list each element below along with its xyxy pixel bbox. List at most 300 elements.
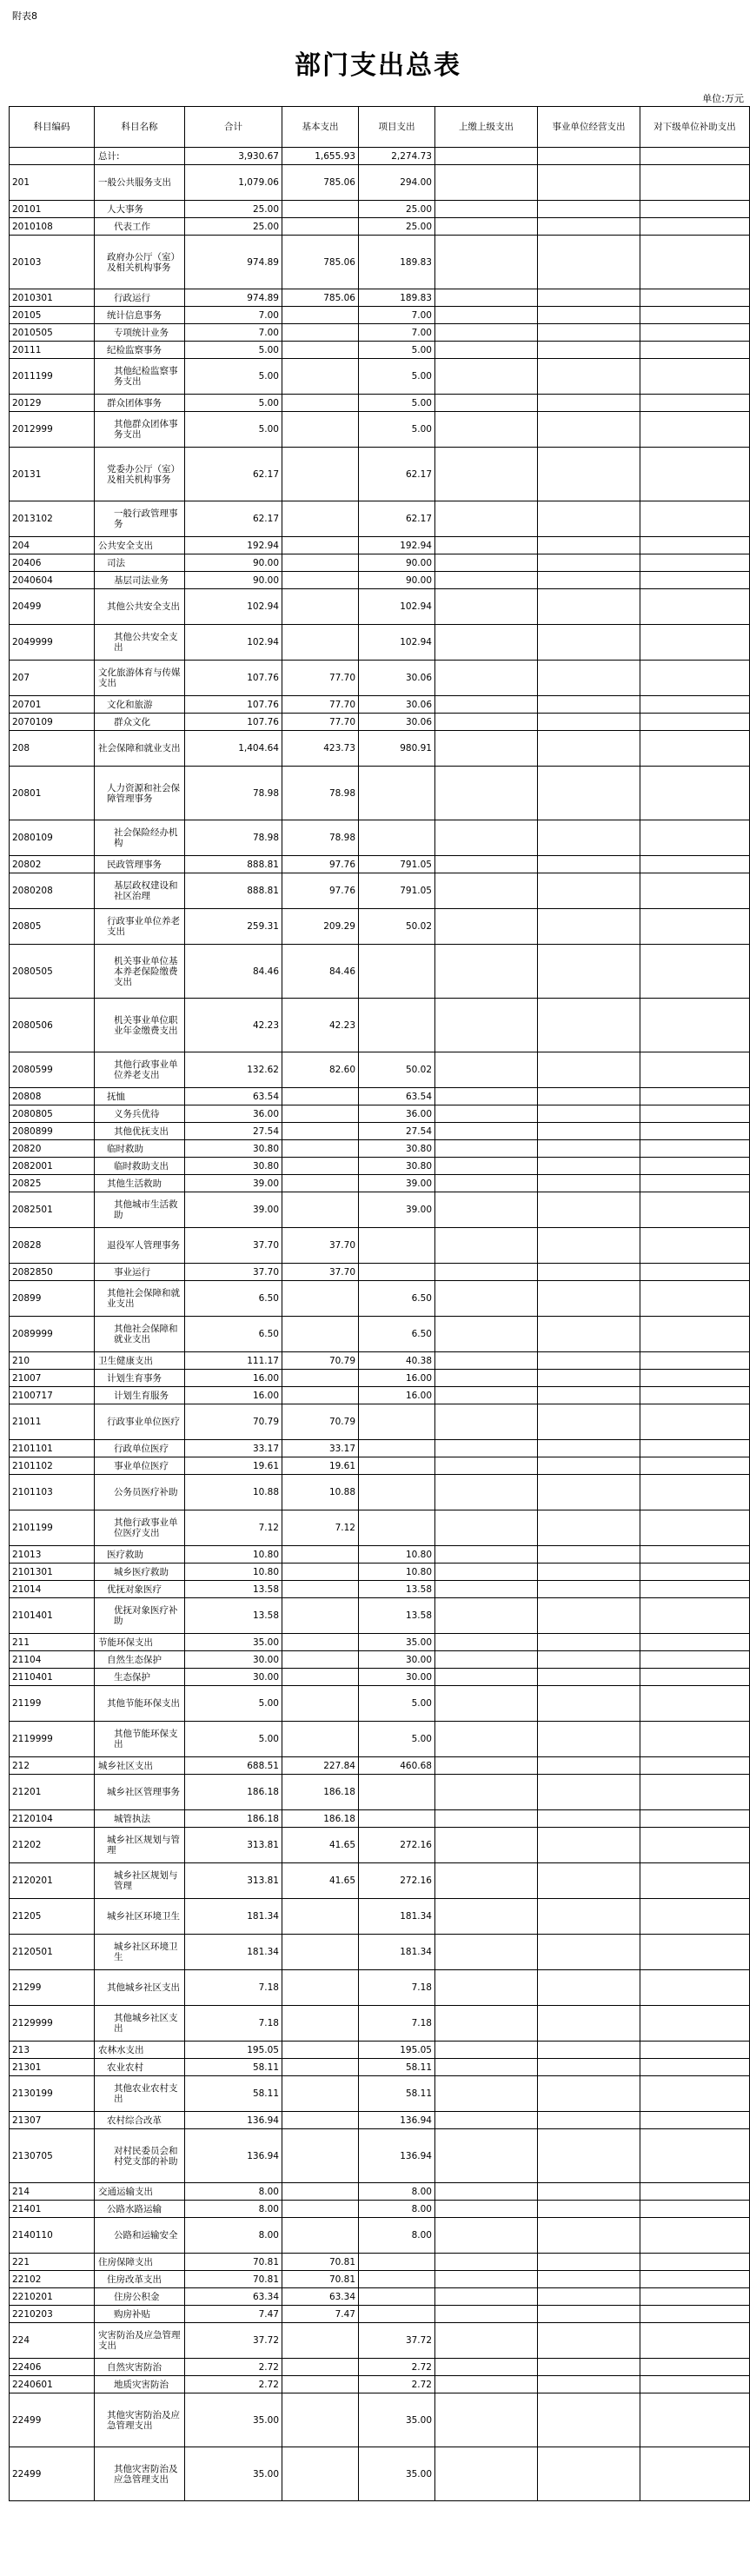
row-code: 20805: [10, 909, 95, 945]
row-business: [538, 2306, 640, 2323]
table-row: [10, 448, 750, 501]
row-basic: [282, 1370, 359, 1387]
row-name: 其他纪检监察事务支出: [95, 359, 185, 395]
row-upper: [435, 448, 538, 501]
row-subsidy: [640, 1810, 750, 1828]
row-name: 其他节能环保支出: [95, 1686, 185, 1722]
row-code: 2070109: [10, 714, 95, 731]
row-subsidy: [640, 1581, 750, 1598]
row-total: 37.72: [185, 2323, 282, 2359]
row-code: 2101301: [10, 1564, 95, 1581]
row-basic: 37.70: [282, 1228, 359, 1264]
row-basic: [282, 1123, 359, 1140]
row-total: 7.18: [185, 2006, 282, 2042]
row-subsidy: [640, 501, 750, 537]
row-code: 2012999: [10, 412, 95, 448]
table-row: [10, 2218, 750, 2254]
row-name: 自然灾害防治: [95, 2359, 185, 2376]
row-subsidy: [640, 1686, 750, 1722]
row-code: 21013: [10, 1546, 95, 1564]
row-total: 186.18: [185, 1775, 282, 1810]
row-code: 201: [10, 165, 95, 201]
row-subsidy: [640, 2447, 750, 2501]
row-subsidy: [640, 714, 750, 731]
table-row: [10, 1175, 750, 1192]
row-basic: 41.65: [282, 1863, 359, 1899]
row-subsidy: [640, 307, 750, 324]
row-name: 其他灾害防治及应急管理支出: [95, 2393, 185, 2447]
row-upper: [435, 2359, 538, 2376]
row-basic: 209.29: [282, 909, 359, 945]
row-name: 其他公共安全支出: [95, 625, 185, 661]
row-subsidy: [640, 448, 750, 501]
row-business: [538, 1510, 640, 1546]
row-basic: 10.88: [282, 1475, 359, 1510]
row-total: 8.00: [185, 2201, 282, 2218]
row-business: [538, 537, 640, 554]
table-row: [10, 1775, 750, 1810]
row-basic: 41.65: [282, 1828, 359, 1863]
row-subsidy: [640, 1158, 750, 1175]
table-row: [10, 537, 750, 554]
row-code: 2101103: [10, 1475, 95, 1510]
row-subsidy: [640, 1935, 750, 1970]
row-basic: [282, 1175, 359, 1192]
attachment-label: 附表8: [12, 10, 37, 22]
row-name: 城乡社区规划与管理: [95, 1863, 185, 1899]
row-subsidy: [640, 1546, 750, 1564]
row-code: 21199: [10, 1686, 95, 1722]
row-code: 22102: [10, 2271, 95, 2288]
row-name: 优抚对象医疗: [95, 1581, 185, 1598]
row-project: 35.00: [359, 2393, 435, 2447]
row-basic: [282, 2393, 359, 2447]
row-business: [538, 448, 640, 501]
row-project: 13.58: [359, 1581, 435, 1598]
row-subsidy: [640, 236, 750, 289]
row-project: 10.80: [359, 1564, 435, 1581]
row-project: 39.00: [359, 1192, 435, 1228]
row-subsidy: [640, 412, 750, 448]
row-project: [359, 1404, 435, 1440]
row-business: [538, 873, 640, 909]
row-business: [538, 999, 640, 1052]
row-name: 人大事务: [95, 201, 185, 218]
row-code: 204: [10, 537, 95, 554]
row-upper: [435, 1281, 538, 1317]
row-business: [538, 501, 640, 537]
row-project: 272.16: [359, 1828, 435, 1863]
table-row: [10, 201, 750, 218]
row-upper: [435, 714, 538, 731]
row-code: 2082501: [10, 1192, 95, 1228]
table-row: [10, 236, 750, 289]
row-upper: [435, 1899, 538, 1935]
row-total: 974.89: [185, 236, 282, 289]
table-row: [10, 165, 750, 201]
row-subsidy: [640, 537, 750, 554]
row-basic: 70.79: [282, 1352, 359, 1370]
table-row: [10, 873, 750, 909]
row-upper: [435, 1317, 538, 1352]
row-total: 6.50: [185, 1317, 282, 1352]
row-total: 42.23: [185, 999, 282, 1052]
row-project: 50.02: [359, 909, 435, 945]
row-total: 888.81: [185, 873, 282, 909]
row-business: [538, 1140, 640, 1158]
row-basic: 70.81: [282, 2254, 359, 2271]
row-name: 城乡社区规划与管理: [95, 1828, 185, 1863]
row-business: [538, 1775, 640, 1810]
row-basic: [282, 448, 359, 501]
row-total: 107.76: [185, 661, 282, 696]
table-row: [10, 731, 750, 767]
table-row: [10, 148, 750, 165]
row-subsidy: [640, 1052, 750, 1088]
row-name: 其他社会保障和就业支出: [95, 1317, 185, 1352]
row-code: 2120501: [10, 1935, 95, 1970]
row-total: 974.89: [185, 289, 282, 307]
row-code: 210: [10, 1352, 95, 1370]
row-subsidy: [640, 1722, 750, 1757]
row-upper: [435, 1581, 538, 1598]
row-business: [538, 1651, 640, 1669]
row-name: 住房公积金: [95, 2288, 185, 2306]
row-name: 公共安全支出: [95, 537, 185, 554]
row-name: 人力资源和社会保障管理事务: [95, 767, 185, 820]
row-project: [359, 1475, 435, 1510]
row-name: 生态保护: [95, 1669, 185, 1686]
row-business: [538, 820, 640, 856]
row-code: 21007: [10, 1370, 95, 1387]
row-upper: [435, 2059, 538, 2076]
table-row: [10, 2376, 750, 2393]
row-name: 群众团体事务: [95, 395, 185, 412]
row-basic: 77.70: [282, 714, 359, 731]
row-name: 基层政权建设和社区治理: [95, 873, 185, 909]
row-basic: [282, 359, 359, 395]
row-subsidy: [640, 2288, 750, 2306]
row-upper: [435, 1105, 538, 1123]
row-project: [359, 1810, 435, 1828]
row-name: 优抚对象医疗补助: [95, 1598, 185, 1634]
row-upper: [435, 1970, 538, 2006]
row-total: 195.05: [185, 2042, 282, 2059]
row-name: 交通运输支出: [95, 2183, 185, 2201]
row-name: 城乡社区支出: [95, 1757, 185, 1775]
row-code: 20701: [10, 696, 95, 714]
row-upper: [435, 1052, 538, 1088]
table-row: [10, 2059, 750, 2076]
row-name: 对村民委员会和村党支部的补助: [95, 2129, 185, 2183]
table-row: [10, 1370, 750, 1387]
row-code: 2040604: [10, 572, 95, 589]
row-upper: [435, 236, 538, 289]
row-subsidy: [640, 2129, 750, 2183]
row-name: 行政单位医疗: [95, 1440, 185, 1457]
table-row: [10, 1863, 750, 1899]
row-upper: [435, 342, 538, 359]
row-subsidy: [640, 1669, 750, 1686]
table-row: [10, 572, 750, 589]
row-name: 专项统计业务: [95, 324, 185, 342]
row-business: [538, 1475, 640, 1510]
row-total: 70.81: [185, 2271, 282, 2288]
row-upper: [435, 1863, 538, 1899]
table-row: [10, 1264, 750, 1281]
row-code: 21301: [10, 2059, 95, 2076]
row-business: [538, 1899, 640, 1935]
row-code: 21014: [10, 1581, 95, 1598]
row-code: 21205: [10, 1899, 95, 1935]
header-code: 科目编码: [10, 107, 95, 148]
row-business: [538, 554, 640, 572]
row-project: 8.00: [359, 2218, 435, 2254]
table-row: [10, 307, 750, 324]
row-subsidy: [640, 696, 750, 714]
row-basic: [282, 572, 359, 589]
row-subsidy: [640, 589, 750, 625]
row-basic: 70.81: [282, 2271, 359, 2288]
row-business: [538, 625, 640, 661]
row-upper: [435, 1546, 538, 1564]
table-row: [10, 714, 750, 731]
table-row: [10, 661, 750, 696]
row-subsidy: [640, 2076, 750, 2112]
row-total: 16.00: [185, 1387, 282, 1404]
table-row: [10, 1052, 750, 1088]
row-basic: 227.84: [282, 1757, 359, 1775]
table-row: [10, 1651, 750, 1669]
row-name: 义务兵优待: [95, 1105, 185, 1123]
row-upper: [435, 2076, 538, 2112]
row-business: [538, 2129, 640, 2183]
row-business: [538, 767, 640, 820]
row-project: 189.83: [359, 289, 435, 307]
row-project: 36.00: [359, 1105, 435, 1123]
page-title: 部门支出总表: [295, 50, 461, 81]
row-business: [538, 2447, 640, 2501]
row-code: 20129: [10, 395, 95, 412]
row-upper: [435, 1510, 538, 1546]
row-code: 2101401: [10, 1598, 95, 1634]
table-row: [10, 1757, 750, 1775]
table-row: [10, 696, 750, 714]
row-name: 公路水路运输: [95, 2201, 185, 2218]
row-name: 文化旅游体育与传媒支出: [95, 661, 185, 696]
row-business: [538, 218, 640, 236]
row-name: 行政事业单位养老支出: [95, 909, 185, 945]
table-row: [10, 1192, 750, 1228]
row-upper: [435, 2006, 538, 2042]
row-code: 213: [10, 2042, 95, 2059]
row-total: 35.00: [185, 2447, 282, 2501]
row-total: 5.00: [185, 1686, 282, 1722]
row-project: 30.80: [359, 1158, 435, 1175]
row-subsidy: [640, 2183, 750, 2201]
row-code: 2080208: [10, 873, 95, 909]
row-business: [538, 2376, 640, 2393]
row-total: 5.00: [185, 1722, 282, 1757]
row-business: [538, 359, 640, 395]
row-business: [538, 2254, 640, 2271]
row-subsidy: [640, 661, 750, 696]
row-project: 8.00: [359, 2201, 435, 2218]
row-name: 其他灾害防治及应急管理支出: [95, 2447, 185, 2501]
row-total: 7.47: [185, 2306, 282, 2323]
row-total: 181.34: [185, 1935, 282, 1970]
row-project: 136.94: [359, 2129, 435, 2183]
table-row: [10, 2447, 750, 2501]
row-total: 313.81: [185, 1828, 282, 1863]
row-code: 2130199: [10, 2076, 95, 2112]
row-business: [538, 2288, 640, 2306]
row-subsidy: [640, 625, 750, 661]
row-upper: [435, 1228, 538, 1264]
table-row: [10, 1404, 750, 1440]
row-subsidy: [640, 1775, 750, 1810]
table-row: [10, 1686, 750, 1722]
row-name: 事业单位医疗: [95, 1457, 185, 1475]
row-subsidy: [640, 1264, 750, 1281]
header-subsidy: 对下级单位补助支出: [640, 107, 750, 148]
row-name: 一般公共服务支出: [95, 165, 185, 201]
row-subsidy: [640, 1598, 750, 1634]
table-row: [10, 395, 750, 412]
row-business: [538, 856, 640, 873]
table-row: [10, 1158, 750, 1175]
row-code: 221: [10, 2254, 95, 2271]
row-name: 农村综合改革: [95, 2112, 185, 2129]
table-row: [10, 501, 750, 537]
row-business: [538, 148, 640, 165]
row-project: 5.00: [359, 395, 435, 412]
row-upper: [435, 820, 538, 856]
row-subsidy: [640, 1899, 750, 1935]
row-basic: 78.98: [282, 820, 359, 856]
row-code: 21202: [10, 1828, 95, 1863]
row-business: [538, 1828, 640, 1863]
row-name: 临时救助支出: [95, 1158, 185, 1175]
row-code: 2110401: [10, 1669, 95, 1686]
row-total: 7.12: [185, 1510, 282, 1546]
row-name: 公路和运输安全: [95, 2218, 185, 2254]
row-upper: [435, 1158, 538, 1175]
row-business: [538, 1370, 640, 1387]
row-upper: [435, 554, 538, 572]
row-basic: [282, 625, 359, 661]
row-upper: [435, 2376, 538, 2393]
row-upper: [435, 2112, 538, 2129]
row-basic: [282, 1546, 359, 1564]
row-subsidy: [640, 2359, 750, 2376]
row-project: [359, 2254, 435, 2271]
row-total: 78.98: [185, 767, 282, 820]
row-subsidy: [640, 148, 750, 165]
row-name: 医疗救助: [95, 1546, 185, 1564]
row-upper: [435, 856, 538, 873]
row-project: [359, 2271, 435, 2288]
row-code: 20801: [10, 767, 95, 820]
table-row: [10, 1281, 750, 1317]
row-business: [538, 1192, 640, 1228]
row-code: 20499: [10, 589, 95, 625]
row-project: 39.00: [359, 1175, 435, 1192]
row-code: 208: [10, 731, 95, 767]
row-code: 2120104: [10, 1810, 95, 1828]
row-project: 50.02: [359, 1052, 435, 1088]
row-basic: 97.76: [282, 873, 359, 909]
row-basic: [282, 2447, 359, 2501]
row-name: 代表工作: [95, 218, 185, 236]
row-subsidy: [640, 2201, 750, 2218]
row-basic: [282, 1686, 359, 1722]
row-project: [359, 999, 435, 1052]
table-row: [10, 1546, 750, 1564]
table-row: [10, 1440, 750, 1457]
row-total: 111.17: [185, 1352, 282, 1370]
row-name: 城乡社区环境卫生: [95, 1935, 185, 1970]
row-name: 其他节能环保支出: [95, 1722, 185, 1757]
row-project: 30.00: [359, 1669, 435, 1686]
table-row: [10, 767, 750, 820]
row-project: 980.91: [359, 731, 435, 767]
row-subsidy: [640, 1370, 750, 1387]
row-code: 22499: [10, 2447, 95, 2501]
row-business: [538, 572, 640, 589]
row-name: 民政管理事务: [95, 856, 185, 873]
row-code: 2101199: [10, 1510, 95, 1546]
row-name: 基层司法业务: [95, 572, 185, 589]
row-basic: [282, 1281, 359, 1317]
row-total: 5.00: [185, 342, 282, 359]
header-upper: 上缴上级支出: [435, 107, 538, 148]
row-upper: [435, 307, 538, 324]
row-total: 70.79: [185, 1404, 282, 1440]
row-project: 25.00: [359, 218, 435, 236]
row-upper: [435, 2323, 538, 2359]
row-code: 21104: [10, 1651, 95, 1669]
row-name: 机关事业单位基本养老保险缴费支出: [95, 945, 185, 999]
row-project: 181.34: [359, 1899, 435, 1935]
row-project: [359, 1775, 435, 1810]
row-code: 20131: [10, 448, 95, 501]
row-upper: [435, 165, 538, 201]
row-project: 791.05: [359, 856, 435, 873]
row-code: 20103: [10, 236, 95, 289]
row-subsidy: [640, 1088, 750, 1105]
row-basic: [282, 501, 359, 537]
row-basic: [282, 2359, 359, 2376]
row-subsidy: [640, 1140, 750, 1158]
table-row: [10, 1634, 750, 1651]
row-upper: [435, 1651, 538, 1669]
row-business: [538, 1581, 640, 1598]
row-business: [538, 1669, 640, 1686]
row-basic: [282, 324, 359, 342]
row-upper: [435, 873, 538, 909]
header-project: 项目支出: [359, 107, 435, 148]
row-subsidy: [640, 2059, 750, 2076]
row-code: 2210203: [10, 2306, 95, 2323]
row-subsidy: [640, 1634, 750, 1651]
row-code: 21307: [10, 2112, 95, 2129]
row-total: 25.00: [185, 201, 282, 218]
row-basic: [282, 1651, 359, 1669]
row-subsidy: [640, 2376, 750, 2393]
row-subsidy: [640, 1404, 750, 1440]
row-total: 90.00: [185, 572, 282, 589]
